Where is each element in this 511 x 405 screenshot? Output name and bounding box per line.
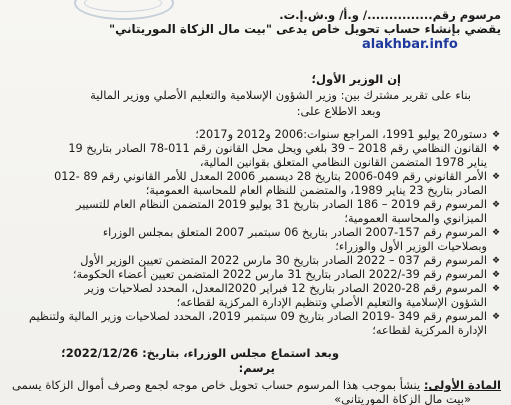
article-one-continuation: «بيت مال الزكاة الموريتاني» [334, 392, 471, 405]
legal-reference-item [6, 170, 501, 198]
legal-reference-text: القانون النظامي رقم 2018 – 39 بلغي ويحل محل القانون رقم 011-78 الصادر بتاريخ 19 [68, 142, 487, 155]
diamond-bullet-icon: ❖ [491, 172, 501, 182]
legal-reference-text: الإدارة المركزية لقطاعه؛ [372, 324, 487, 337]
decrees-word: يرسم: [238, 361, 275, 375]
legal-reference-text: المرسوم رقم 157-2007 الصادر بتاريخ 06 سبتمبر 2007 المتعلق بمجلس الوزراء [102, 226, 487, 239]
legal-reference-text: الشؤون الإسلامية والتعليم الأصلي وتنظيم الإدارة المركزية لقطاعه؛ [176, 296, 487, 309]
article-one-label: المادة الأولى: [423, 378, 501, 392]
prime-minister-title: إن الوزير الأول؛ [311, 72, 401, 86]
legal-reference-item [6, 142, 501, 170]
legal-references-list [6, 128, 501, 338]
diamond-bullet-icon: ❖ [491, 200, 501, 210]
legal-reference-text: وبصلاحيات الوزير الأول والوزراء؛ [335, 240, 487, 253]
diamond-bullet-icon: ❖ [491, 228, 501, 238]
legal-reference-item [6, 198, 501, 226]
diamond-bullet-icon: ❖ [491, 312, 501, 322]
decree-number-line: مرسوم رقم.............../ و.أ/ و.ش.إ.ت. [279, 8, 501, 22]
diamond-bullet-icon: ❖ [491, 284, 501, 294]
legal-reference-item [6, 254, 501, 268]
article-one [10, 378, 501, 392]
diamond-bullet-icon: ❖ [491, 256, 501, 266]
diamond-bullet-icon: ❖ [491, 270, 501, 280]
legal-reference-text: يناير 1978 المتضمن القانون النظامي المتعلق بقوانين المالية، [199, 156, 487, 169]
legal-reference-item [6, 282, 501, 310]
diamond-bullet-icon: ❖ [491, 144, 501, 154]
legal-reference-text: المرسوم رقم 349 -2019 الصادر بتاريخ 09 سبتمبر 2019، المحدد لصلاحيات وزير المالية ولتنظيم [29, 310, 487, 323]
legal-reference-text: الصادر بتاريخ 23 يناير 1989، والمتضمن للنظام العام للمحاسبة العمومية؛ [145, 184, 487, 197]
legal-reference-text: المرسوم رقم 39-/2022 الصادر بتاريخ 31 مارس 2022 المتضمن تعيين أعضاء الحكومة؛ [72, 268, 487, 281]
legal-reference-item [6, 310, 501, 338]
legal-reference-text: الميزانوي والمحاسبة العمومية؛ [344, 212, 487, 225]
council-line: وبعد استماع مجلس الوزراء، بتاريخ: 2022/12/26؛ [61, 346, 339, 360]
legal-reference-item [6, 128, 501, 142]
source-watermark: alakhbar.info [362, 37, 458, 52]
article-one-text: ينشأ بموجب هذا المرسوم حساب تحويل خاص موجه لجمع وصرف أموال الزكاة يسمى [12, 378, 421, 392]
decree-subject-line: يقضي بإنشاء حساب تحويل خاص يدعى "بيت مال الزكاة الموريتاني" [109, 22, 501, 36]
legal-reference-item [6, 268, 501, 282]
legal-reference-text: المرسوم رقم 2019 – 186 الصادر بتاريخ 31 يوليو 2019 المتضمن النظام العام للتسيير [75, 198, 487, 211]
diamond-bullet-icon: ❖ [491, 130, 501, 140]
legal-reference-text: الأمر القانوني رقم 049-2006 بتاريخ 28 ديسمبر 2006 المعدل للأمر القانوني رقم 89 -012 [54, 170, 487, 183]
review-line: وبعد الاطلاع على: [296, 104, 381, 118]
legal-reference-text: المرسوم رقم 037 – 2022 الصادر بتاريخ 30 مارس 2022 المتضمن تعيين الوزير الأول [80, 254, 487, 267]
legal-reference-item [6, 226, 501, 254]
legal-reference-text: المرسوم رقم 28-2020 الصادر بتاريخ 12 فبراير 2020المعدل، المحدد لصلاحيات وزير [84, 282, 487, 295]
joint-report-line: بناء على تقرير مشترك بين: وزير الشؤون الإسلامية والتعليم الأصلي ووزير المالية [90, 88, 471, 102]
legal-reference-text: دستور20 يوليو 1991، المراجع سنوات:2006 و2012 و2017؛ [195, 128, 487, 141]
